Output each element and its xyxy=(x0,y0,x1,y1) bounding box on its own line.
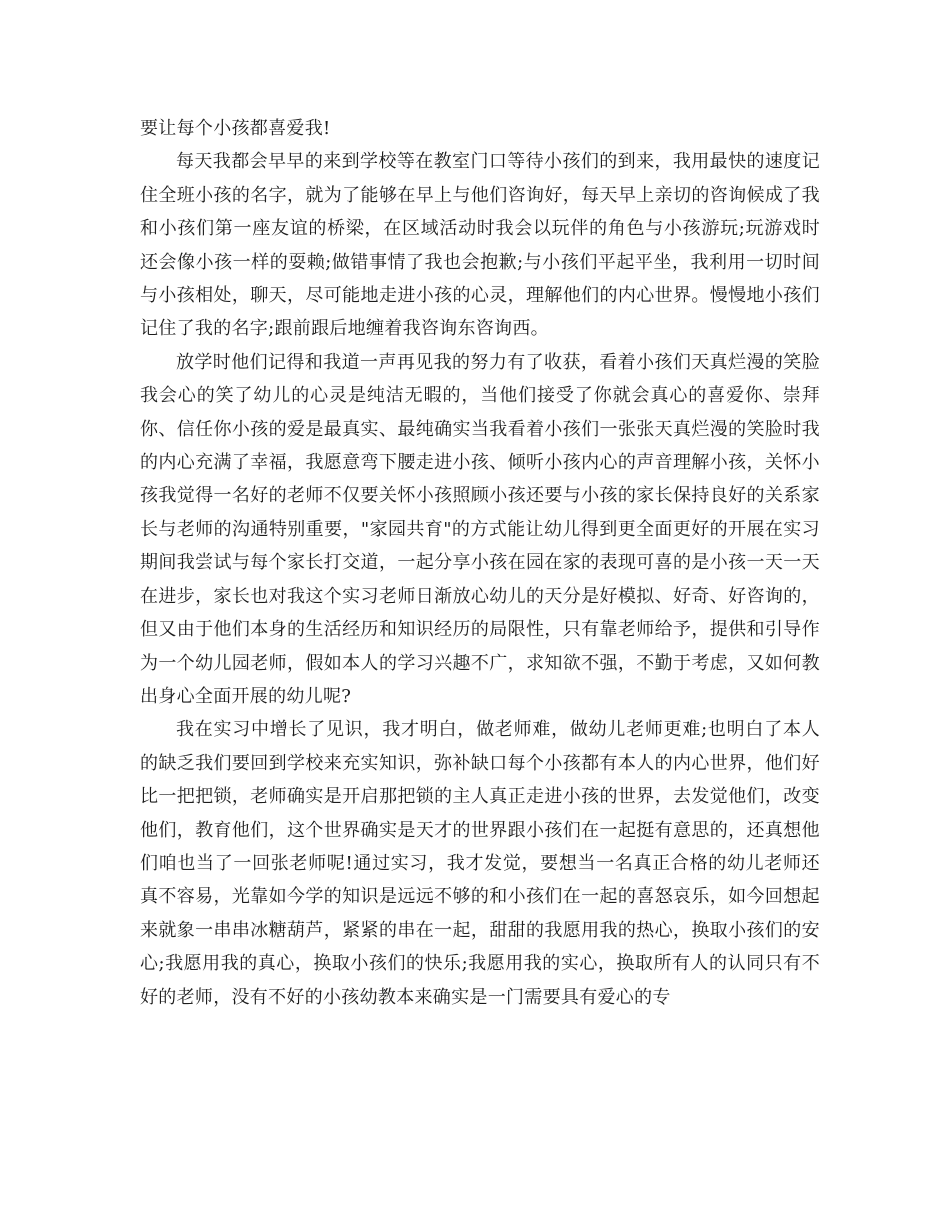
paragraph-after-school: 放学时他们记得和我道一声再见我的努力有了收获，看着小孩们天真烂漫的笑脸我会心的笑了幼儿的心灵是纯洁无暇的，当他们接受了你就会真心的喜爱你、崇拜你、信任你小孩的爱是最真实、最纯确实当我看着小孩们一张张天真烂漫的笑脸时我的内心充满了幸福，我愿意弯下腰走进小孩、倾听小孩内心的声音理解小孩，关怀小孩我觉得一名好的老师不仅要关怀小孩照顾小孩还要与小孩的家长保持良好的关系家长与老师的沟通特别重要，"家园共育"的方式能让幼儿得到更全面更好的开展在实习期间我尝试与每个家长打交道，一起分享小孩在园在家的表现可喜的是小孩一天一天在进步，家长也对我这个实习老师日渐放心幼儿的天分是好模拟、好奇、好咨询的，但又由于他们本身的生活经历和知识经历的局限性，只有靠老师给予，提供和引导作为一个幼儿园老师，假如本人的学习兴趣不广，求知欲不强，不勤于考虑，又如何教出身心全面开展的幼儿呢? xyxy=(140,351,820,707)
paragraph-internship-reflection: 我在实习中增长了见识，我才明白，做老师难，做幼儿老师更难;也明白了本人的缺乏我们要回到学校来充实知识，弥补缺口每个小孩都有本人的内心世界，他们好比一把把锁，老师确实是开启那把锁的主人真正走进小孩的世界，去发觉他们，改变他们，教育他们，这个世界确实是天才的世界跟小孩们在一起挺有意思的，还真想他们咱也当了一回张老师呢!通过实习，我才发觉，要想当一名真正合格的幼儿老师还真不容易，光靠如今学的知识是远远不够的和小孩们在一起的喜怒哀乐，如今回想起来就象一串串冰糖葫芦，紧紧的串在一起，甜甜的我愿用我的热心，换取小孩们的安心;我愿用我的真心，换取小孩们的快乐;我愿用我的实心，换取所有人的认同只有不好的老师，没有不好的小孩幼教本来确实是一门需要具有爱心的专 xyxy=(140,719,820,1008)
document-body xyxy=(140,112,820,1014)
paragraph-morning-greetings: 每天我都会早早的来到学校等在教室门口等待小孩们的到来，我用最快的速度记住全班小孩的名字，就为了能够在早上与他们咨询好，每天早上亲切的咨询候成了我和小孩们第一座友谊的桥梁，在区域活动时我会以玩伴的角色与小孩游玩;玩游戏时还会像小孩一样的耍赖;做错事情了我也会抱歉;与小孩们平起平坐，我利用一切时间与小孩相处，聊天，尽可能地走进小孩的心灵，理解他们的内心世界。慢慢地小孩们记住了我的名字;跟前跟后地缠着我咨询东咨询西。 xyxy=(140,151,820,340)
paragraph-continuation: 要让每个小孩都喜爱我! xyxy=(140,118,331,139)
